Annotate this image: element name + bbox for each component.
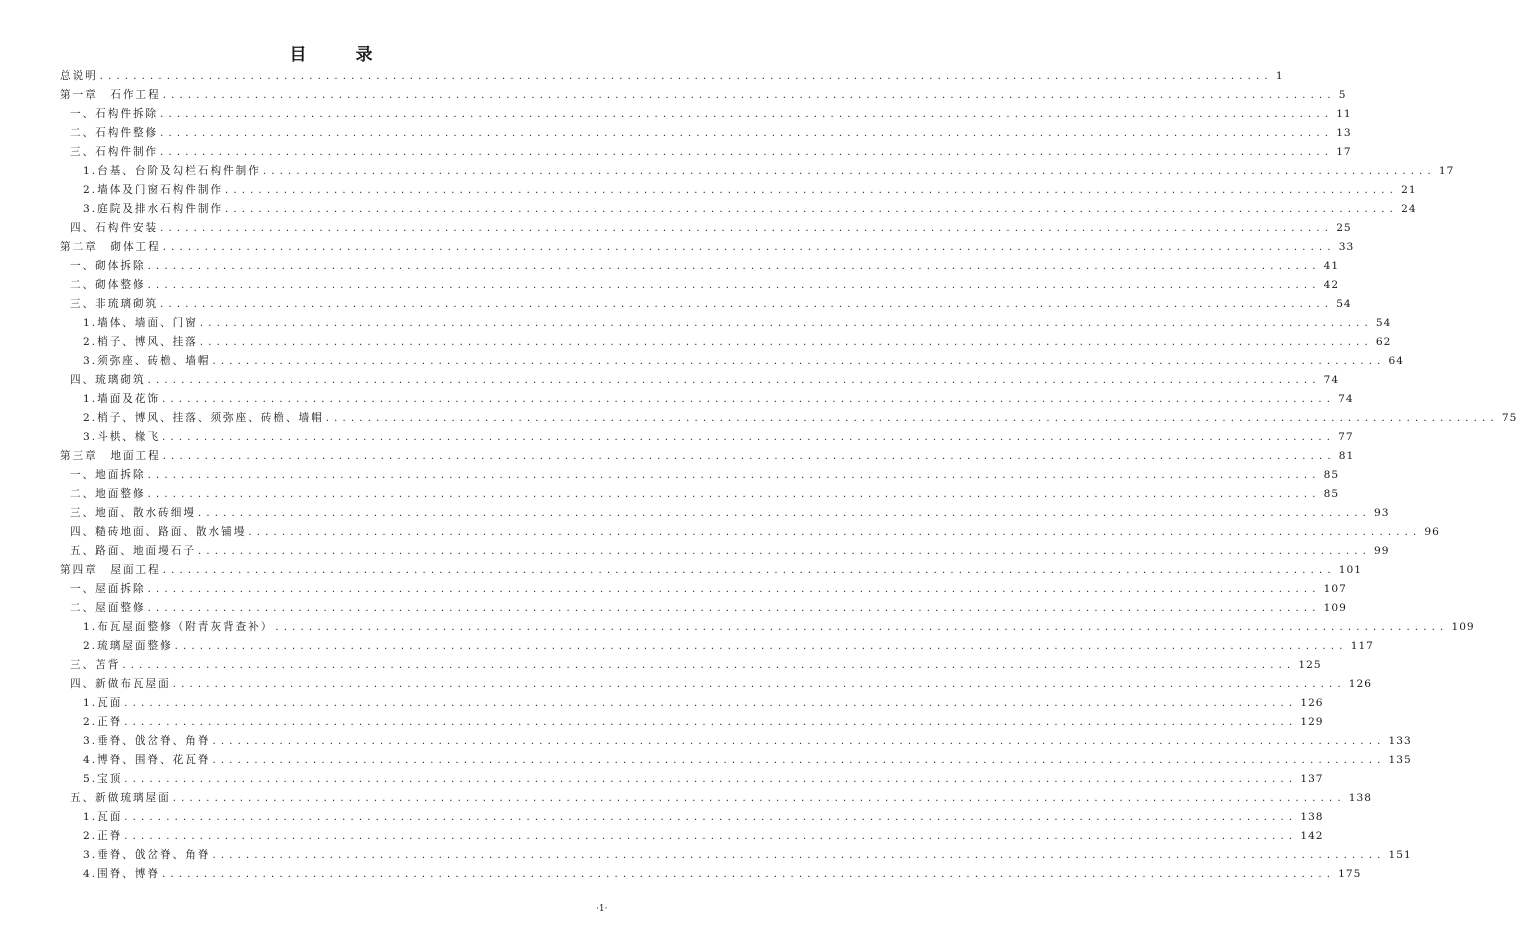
toc-entry-label: 1.布瓦屋面整修（附青灰背查补） — [83, 621, 274, 633]
toc-entry[interactable] — [60, 542, 1390, 561]
toc-entry[interactable] — [60, 105, 1352, 124]
dot-leader: ............................................................................................................................................ — [160, 299, 1334, 310]
dot-leader: ............................................................................................................................................ — [262, 166, 1436, 177]
toc-entry[interactable] — [60, 200, 1417, 219]
toc-entry-page: 109 — [1451, 621, 1475, 633]
dot-leader: ............................................................................................................................................ — [147, 470, 1321, 481]
dot-leader: ............................................................................................................................................ — [212, 755, 1386, 766]
dot-leader: ............................................................................................................................................ — [197, 508, 1371, 519]
toc-entry-label: 二、石构件整修 — [70, 127, 159, 139]
toc-entry-page: 107 — [1323, 583, 1347, 595]
toc-entry-label: 三、苫背 — [70, 659, 121, 671]
toc-entry-label: 三、石构件制作 — [70, 146, 159, 158]
toc-entry-page: 85 — [1323, 469, 1340, 481]
toc-entry[interactable] — [60, 447, 1355, 466]
toc-entry[interactable] — [60, 333, 1392, 352]
toc-entry-page: 5 — [1338, 89, 1347, 101]
toc-entry-label: 四、石构件安装 — [70, 222, 159, 234]
dot-leader: ............................................................................................................................................ — [197, 546, 1371, 557]
toc-entry[interactable] — [60, 219, 1352, 238]
toc-entry-page: 133 — [1388, 735, 1412, 747]
toc-entry[interactable] — [60, 143, 1352, 162]
toc-entry[interactable] — [60, 732, 1412, 751]
dot-leader: ............................................................................................................................................ — [162, 394, 1336, 405]
dot-leader: ............................................................................................................................................ — [225, 185, 1399, 196]
dot-leader: ............................................................................................................................................ — [99, 71, 1273, 82]
toc-entry-label: 总说明 — [60, 70, 98, 82]
toc-entry-page: 62 — [1375, 336, 1392, 348]
toc-entry-label: 5.宝顶 — [83, 773, 123, 785]
toc-entry-label: 四、新做布瓦屋面 — [70, 678, 171, 690]
toc-entry-page: 109 — [1323, 602, 1347, 614]
toc-entry-label: 3.须弥座、砖檐、墙帽 — [83, 355, 211, 367]
dot-leader: ............................................................................................................................................ — [124, 717, 1298, 728]
toc-entry[interactable] — [60, 124, 1352, 143]
toc-entry-label: 第四章 屋面工程 — [60, 564, 161, 576]
toc-entry[interactable] — [60, 637, 1374, 656]
dot-leader: ............................................................................................................................................ — [160, 128, 1334, 139]
dot-leader: ............................................................................................................................................ — [212, 736, 1386, 747]
toc-entry-label: 四、琉璃砌筑 — [70, 374, 146, 386]
toc-entry-label: 2.墙体及门窗石构件制作 — [83, 184, 224, 196]
dot-leader: ............................................................................................................................................ — [162, 451, 1336, 462]
toc-entry-label: 第一章 石作工程 — [60, 89, 161, 101]
toc-entry[interactable] — [60, 770, 1324, 789]
toc-entry[interactable] — [60, 238, 1355, 257]
dot-leader: ............................................................................................................................................ — [275, 622, 1449, 633]
toc-entry[interactable] — [60, 352, 1404, 371]
toc-entry-label: 1.墙面及花饰 — [83, 393, 161, 405]
toc-entry-page: 117 — [1350, 640, 1374, 652]
toc-entry-page: 142 — [1300, 830, 1324, 842]
toc-entry[interactable] — [60, 466, 1340, 485]
dot-leader: ............................................................................................................................................ — [212, 850, 1386, 861]
dot-leader: ............................................................................................................................................ — [124, 812, 1298, 823]
toc-entry-page: 138 — [1348, 792, 1373, 804]
toc-entry-page: 42 — [1323, 279, 1340, 291]
toc-entry-label: 五、路面、地面墁石子 — [70, 545, 196, 557]
dot-leader: ............................................................................................................................................ — [147, 584, 1321, 595]
dot-leader: ............................................................................................................................................ — [122, 660, 1296, 671]
toc-entry[interactable] — [60, 618, 1475, 637]
dot-leader: ............................................................................................................................................ — [162, 432, 1336, 443]
dot-leader: ............................................................................................................................................ — [225, 204, 1399, 215]
dot-leader: ............................................................................................................................................ — [147, 280, 1321, 291]
toc-entry-page: 13 — [1336, 127, 1352, 139]
toc-entry-page: 93 — [1373, 507, 1390, 519]
toc-entry[interactable] — [60, 675, 1373, 694]
table-of-contents — [60, 67, 1517, 884]
page-number: ·1· — [596, 904, 608, 914]
toc-entry-label: 五、新做琉璃屋面 — [70, 792, 171, 804]
toc-entry-label: 1.瓦面 — [83, 811, 123, 823]
dot-leader: ............................................................................................................................................ — [124, 698, 1298, 709]
toc-entry[interactable] — [60, 485, 1340, 504]
toc-entry-page: 126 — [1300, 697, 1324, 709]
toc-entry-label: 四、糙砖地面、路面、散水铺墁 — [70, 526, 247, 538]
dot-leader: ............................................................................................................................................ — [160, 223, 1334, 234]
dot-leader: ............................................................................................................................................ — [162, 869, 1336, 880]
toc-entry-page: 74 — [1323, 374, 1340, 386]
toc-entry-page: 17 — [1438, 165, 1455, 177]
toc-entry-label: 1.墙体、墙面、门窗 — [83, 317, 198, 329]
toc-entry[interactable] — [60, 865, 1362, 884]
dot-leader: ............................................................................................................................................ — [172, 793, 1346, 804]
toc-entry-label: 一、屋面拆除 — [70, 583, 146, 595]
toc-entry-page: 175 — [1338, 868, 1362, 880]
toc-entry-page: 126 — [1348, 678, 1373, 690]
toc-entry[interactable] — [60, 789, 1373, 808]
dot-leader: ............................................................................................................................................ — [147, 375, 1321, 386]
toc-entry-page: 85 — [1323, 488, 1340, 500]
toc-entry-page: 64 — [1388, 355, 1404, 367]
toc-entry-page: 75 — [1501, 412, 1517, 424]
toc-entry-page: 21 — [1401, 184, 1417, 196]
toc-entry-page: 129 — [1300, 716, 1324, 728]
toc-entry[interactable] — [60, 827, 1324, 846]
toc-entry-page: 99 — [1373, 545, 1390, 557]
toc-entry-page: 77 — [1338, 431, 1354, 443]
toc-entry[interactable] — [60, 409, 1517, 428]
dot-leader: ............................................................................................................................................ — [248, 527, 1422, 538]
toc-entry[interactable] — [60, 751, 1412, 770]
toc-entry-label: 3.斗栱、椽飞 — [83, 431, 161, 443]
toc-entry-page: 81 — [1338, 450, 1355, 462]
toc-entry-label: 一、石构件拆除 — [70, 108, 159, 120]
page-title: 目 录 — [289, 45, 389, 65]
toc-entry[interactable] — [60, 276, 1340, 295]
dot-leader: ............................................................................................................................................ — [160, 147, 1334, 158]
toc-entry-page: 1 — [1275, 70, 1284, 82]
toc-entry-label: 3.庭院及排水石构件制作 — [83, 203, 224, 215]
toc-entry[interactable] — [60, 846, 1412, 865]
toc-entry-page: 138 — [1300, 811, 1324, 823]
toc-entry-label: 2.梢子、博风、挂落 — [83, 336, 198, 348]
toc-entry[interactable] — [60, 808, 1324, 827]
toc-entry-page: 54 — [1375, 317, 1392, 329]
dot-leader: ............................................................................................................................................ — [124, 831, 1298, 842]
toc-entry[interactable] — [60, 162, 1455, 181]
toc-entry-label: 第二章 砌体工程 — [60, 241, 161, 253]
toc-entry[interactable] — [60, 523, 1440, 542]
toc-entry-label: 二、砌体整修 — [70, 279, 146, 291]
toc-entry-page: 135 — [1388, 754, 1412, 766]
toc-entry-label: 二、地面整修 — [70, 488, 146, 500]
toc-entry-label: 一、砌体拆除 — [70, 260, 146, 272]
toc-entry-label: 2.正脊 — [83, 830, 123, 842]
toc-entry[interactable] — [60, 656, 1322, 675]
toc-entry-label: 4.围脊、博脊 — [83, 868, 161, 880]
toc-entry[interactable] — [60, 428, 1354, 447]
toc-entry[interactable] — [60, 504, 1390, 523]
dot-leader: ............................................................................................................................................ — [212, 356, 1386, 367]
toc-entry-page: 137 — [1300, 773, 1324, 785]
dot-leader: ............................................................................................................................................ — [174, 641, 1348, 652]
toc-entry[interactable] — [60, 67, 1284, 86]
dot-leader: ............................................................................................................................................ — [172, 679, 1346, 690]
toc-entry-label: 1.台基、台阶及勾栏石构件制作 — [83, 165, 261, 177]
toc-entry-label: 1.瓦面 — [83, 697, 123, 709]
toc-entry[interactable] — [60, 314, 1392, 333]
toc-entry[interactable] — [60, 295, 1352, 314]
toc-entry[interactable] — [60, 181, 1417, 200]
toc-entry-page: 24 — [1401, 203, 1417, 215]
toc-entry[interactable] — [60, 580, 1347, 599]
toc-entry[interactable] — [60, 694, 1324, 713]
toc-entry-page: 101 — [1338, 564, 1363, 576]
toc-entry[interactable] — [60, 371, 1340, 390]
toc-entry[interactable] — [60, 599, 1347, 618]
dot-leader: ............................................................................................................................................ — [199, 318, 1373, 329]
toc-entry-label: 3.垂脊、戗岔脊、角脊 — [83, 735, 211, 747]
toc-entry-label: 4.博脊、围脊、花瓦脊 — [83, 754, 211, 766]
toc-entry-label: 2.琉璃屋面整修 — [83, 640, 173, 652]
toc-entry-label: 三、地面、散水砖细墁 — [70, 507, 196, 519]
toc-entry-page: 33 — [1338, 241, 1355, 253]
toc-entry-page: 54 — [1336, 298, 1352, 310]
dot-leader: ............................................................................................................................................ — [162, 565, 1336, 576]
toc-entry-label: 2.正脊 — [83, 716, 123, 728]
dot-leader: ............................................................................................................................................ — [162, 90, 1336, 101]
dot-leader: ............................................................................................................................................ — [199, 337, 1373, 348]
toc-entry-page: 25 — [1336, 222, 1352, 234]
toc-entry-label: 二、屋面整修 — [70, 602, 146, 614]
toc-entry[interactable] — [60, 257, 1340, 276]
dot-leader: ............................................................................................................................................ — [124, 774, 1298, 785]
toc-entry-label: 3.垂脊、戗岔脊、角脊 — [83, 849, 211, 861]
toc-entry-page: 96 — [1424, 526, 1440, 538]
toc-entry[interactable] — [60, 561, 1363, 580]
toc-entry-label: 一、地面拆除 — [70, 469, 146, 481]
toc-entry-page: 74 — [1338, 393, 1354, 405]
toc-entry[interactable] — [60, 713, 1324, 732]
toc-entry-label: 三、非琉璃砌筑 — [70, 298, 159, 310]
toc-entry-page: 41 — [1323, 260, 1340, 272]
dot-leader: ............................................................................................................................................ — [160, 109, 1334, 120]
dot-leader: ............................................................................................................................................ — [147, 489, 1321, 500]
toc-entry[interactable] — [60, 86, 1347, 105]
toc-entry-label: 第三章 地面工程 — [60, 450, 161, 462]
toc-entry-page: 17 — [1336, 146, 1352, 158]
toc-entry-page: 11 — [1336, 108, 1352, 120]
dot-leader: ............................................................................................................................................ — [147, 603, 1321, 614]
dot-leader: ............................................................................................................................................ — [325, 413, 1499, 424]
toc-entry-page: 151 — [1388, 849, 1412, 861]
toc-entry-label: 2.梢子、博风、挂落、须弥座、砖檐、墙帽 — [83, 412, 324, 424]
dot-leader: ............................................................................................................................................ — [147, 261, 1321, 272]
toc-entry-page: 125 — [1298, 659, 1322, 671]
toc-entry[interactable] — [60, 390, 1354, 409]
dot-leader: ............................................................................................................................................ — [162, 242, 1336, 253]
